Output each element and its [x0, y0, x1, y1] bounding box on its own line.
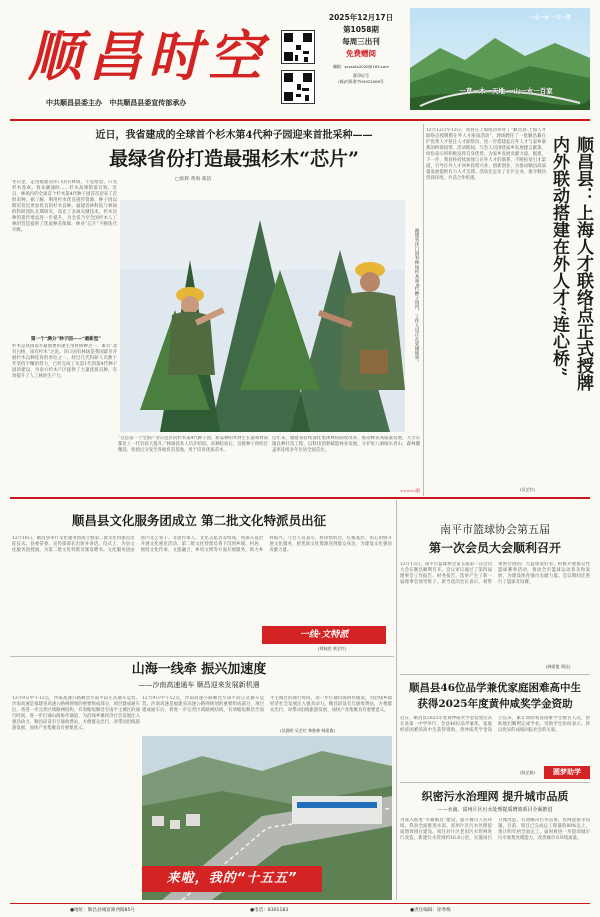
- masthead: [0, 0, 600, 118]
- right-story-body: 12月12日至13日，我县在上海成功举办了“顺昌县·上海人才联络点授牌暨在外人才座谈活动”，现场聘任了一批顺昌籍在沪优秀人才担任人才联络员，进一步搭建起在外人才与家乡联系的桥梁纽带。活动期间，与会人员围绕家乡发展建言献策，纷纷表示将积极发挥自身优势，为家乡发展贡献力量。据悉，下一步，我县将持续加强与在外人才的联系，不断拓宽引才渠道，引导在外人才回乡投资兴业、创新创业，为推动顺昌高质量发展提供有力人才支撑。活动还走访了在沪企业，推介顺昌营商环境，共话合作机遇。: [426, 128, 546, 181]
- banner-slogan: 一草一木一天地 一山一水一百家: [459, 87, 553, 95]
- right-story-author: (吴艺红): [520, 487, 536, 492]
- right-story-headline-1: 顺昌县：上海人才联络点正式授牌: [573, 136, 593, 391]
- lead-body-2: 杉木是我国南方最重要的速生用材树种之一，素有“北有白杨，南有杉木”之说。洋口国有林场是我国最早开展杉木良种选育的单位之一，经过几代科研人员数十年坚持不懈的努力，已经完成了从第1代到第4代种子园的建设，为南方杉木产区提供了大量优质良种，有效提升了人工林的生产力。: [12, 344, 117, 379]
- lead-byline: □张辉 黄海 郑洁: [175, 177, 212, 182]
- speed-stamp: 来啦，我的“十五五”: [142, 866, 322, 892]
- lead-photo: [120, 200, 405, 432]
- lead-continued: >>>>2版: [400, 488, 420, 493]
- free-label: 免费赠阅: [346, 49, 376, 58]
- sponsor-line: [46, 100, 276, 106]
- lead-photo-caption: 福建省洋口国有林场杉木第4代种子园内，工作人员正在采摘球果。: [414, 228, 419, 365]
- footer: [10, 906, 590, 915]
- footer-phone: ●电话：8301183: [250, 908, 289, 913]
- sewage-headline: 织密污水治理网 提升城市品质: [421, 790, 569, 803]
- right-story-headline-2: 内外联动搭建在外人才“连心桥”: [549, 136, 569, 377]
- issue-frequency: 每周三出刊: [342, 37, 380, 46]
- funding-badge: 圆梦助学: [544, 766, 590, 779]
- speed-headline: 山海一线牵 振兴加速度: [131, 662, 267, 677]
- column-divider: [423, 124, 424, 496]
- lead-subhead-1: 第一个“满分”种子园——“最新型”: [30, 337, 102, 342]
- culture-stamp: 一线·文特派: [262, 626, 386, 644]
- banner-top-text: 一山一水 一文一茶: [529, 15, 571, 21]
- speed-body-2: 12月9日中午12点，沙南高速公路顺昌至南平段正式通车运营。沙南高速是福建省高速公路网规划的重要组成部分，项目建成通车后，将进一步完善区域路网结构，有效缩短顺昌至南平主城区的通行时间，进一步打通山海协作通道，为沿线乡镇经济社会发展注入强劲动力。顺昌段设有互通收费站，方便群众出行，对带动沿线旅游发展、加快产业集聚具有重要意义。: [142, 696, 392, 713]
- masthead-divider: [10, 119, 590, 121]
- footer-rule: [10, 903, 590, 904]
- basketball-body: 12月13日，南平市篮球协会第五届第一次会员大会在顺昌顺利召开。会议审议通过了第四届理事会工作报告、财务报告，选举产生了新一届理事会领导班子。新当选的会长表示，将带领协会团结广大篮球爱好者，积极开展群众性篮球赛事活动，推动全市篮球运动普及和发展，为建设体育强市贡献力量。会议期间还进行了篮球友谊赛。: [400, 562, 590, 585]
- culture-body: 12月16日，顺昌县举行文化服务团成立暨第二批文化特派员出征仪式。县委常委、宣传部部长出席并讲话。仪式上，为县文化服务团授旗，为第二批文化特派员颁发聘书。文化服务团由县内文艺骨干、非遗传承人、文化志愿者等组成，将深入基层开展文化惠民活动。第二批文化特派员将下沉到乡镇、村居，围绕文化传承、文旅融合、乡风文明等方面开展服务，助力乡村振兴。与会人员表示，将珍惜机会，扎根基层，用心用情开展文化服务，把优质文化资源送到群众身边，为建设文化强县贡献力量。: [12, 536, 392, 553]
- funding-body: 近日，顺昌县2025年度黄仲咸奖学金发放仪式在县第一中学举行，全县46位品学兼优、家庭经济困难的高中生获得资助。黄仲咸奖学金设立以来，累计资助我县困难学生数百人次，帮助他们顺利完成学业。受助学生纷纷表示，将以优异的成绩回报社会的关爱。: [400, 716, 590, 733]
- culture-headline: 顺昌县文化服务团成立 第二批文化特派员出征: [71, 513, 327, 528]
- qr-code-icon: [281, 30, 315, 64]
- lead-body-4: 近年来，福建省持续深化集体林权制度改革，推动林业高质量发展，大力实施良种壮苗工程，以科技创新赋能林业发展，守护好八闽绿水青山，森林覆盖率连续多年位居全国首位。: [272, 436, 420, 453]
- sewage-subtitle: ——水南、富州片区污水处理提质增效项目全面推进: [437, 807, 553, 813]
- footer-address: ●地址：顺昌县城富源西路85号: [70, 908, 135, 913]
- lower-column-divider: [396, 500, 397, 900]
- print-label: 准印证号: [353, 73, 369, 78]
- speed-divider: [10, 656, 394, 657]
- issue-date: 2025年12月17日: [328, 13, 394, 22]
- lead-body-3: “这是第一个全国产业示范区的杉木第4代种子园，新品种的木材生长量和材质都比上一代有较大提升。”林场技术人员介绍说。采种结束后，这批种子将经过精选、检验后分发至各地育苗基地，用于培育优质苗木。: [118, 436, 268, 453]
- section-divider: [10, 497, 590, 499]
- basketball-headline-2: 第一次会员大会顺利召开: [428, 541, 561, 555]
- sponsor-2: 中共顺昌县委宣传部承办: [109, 99, 187, 107]
- sewage-divider: [400, 782, 590, 783]
- email: 邮箱：scxsntx2020@163.com: [333, 64, 389, 69]
- issue-info: [320, 12, 402, 85]
- sewage-body: 为深入推进“幸福顺昌”建设，提升城市人居环境，我县全面推进水南、富州片区污水处理提质增效项目建设。项目对片区老旧污水管网进行改造，新建污水管网约16.8公里，实施雨污分流改造，有效解决污水直排、管网混接等问题。目前，项目已完成总工程量的80%以上，预计明年初全面完工，届时将进一步提高城市污水收集处理能力，改善城市水环境质量。: [400, 818, 590, 841]
- basketball-headline-1: 南平市篮球协会第五届: [440, 523, 550, 536]
- issue-number: 第1058期: [343, 25, 379, 34]
- lead-kicker: 近日，我省建成的全球首个杉木第4代种子园迎来首批采种——: [95, 130, 373, 141]
- speed-body: 12月9日中午12点，沙南高速公路顺昌至南平段正式通车运营。沙南高速是福建省高速公路网规划的重要组成部分，项目建成通车后，将进一步完善区域路网结构，有效缩短顺昌至南平主城区的通行时间，进一步打通山海协作通道，为沿线乡镇经济社会发展注入强劲动力。顺昌段设有互通收费站，方便群众出行，对带动沿线旅游发展、加快产业集聚具有重要意义。: [12, 696, 140, 731]
- speed-subtitle: ——沙南高速通车 顺昌迎来发展新机遇: [138, 681, 260, 689]
- lead-headline: 最绿省份打造最强杉木“芯片”: [109, 148, 359, 170]
- lead-body-1: 冬日里，走进福建省洋口国有林场，不觉寒意，只见杉木苍翠。春来潮涌时……杉木高矮错落有致，近日，林场内的全球首个杉木第4代种子园首次迎来了首批采种。据了解，利用杉木优良遗传资源，种子园以期培育出更加优良的杉木良种。福建省林科院与林场的科研团队长期研究，攻克了多项关键技术，杉木良种的遗传增益进一步提升，为全省乃至全国杉木人工林的营造提供了优质种苗保障，林业“芯片”不断迭代升级。: [12, 180, 117, 233]
- footer-editor: ●责任编辑：徐秀梅: [410, 908, 451, 913]
- qr-code-icon: [281, 70, 315, 104]
- speed-author: (吴润明 吴艺红 林艳林 韩嘉俊): [280, 728, 335, 733]
- print-number: (闽)内资准字H2022009号: [338, 79, 384, 84]
- funding-author: (陈艺娟): [520, 770, 536, 775]
- basketball-author: (韩嘉俊 郑佳): [546, 664, 571, 669]
- funding-headline-1: 顺昌县46位品学兼优家庭困难高中生: [408, 682, 582, 694]
- sponsor-1: 中共顺昌县委主办: [46, 99, 102, 107]
- funding-divider: [400, 674, 590, 675]
- funding-headline-2: 获得2025年度黄仲咸奖学金资助: [417, 698, 573, 710]
- culture-author: (郑秋欣 黄艺红): [318, 646, 347, 651]
- banner-image: [410, 8, 590, 110]
- newspaper-title: 顺昌时空: [28, 24, 268, 88]
